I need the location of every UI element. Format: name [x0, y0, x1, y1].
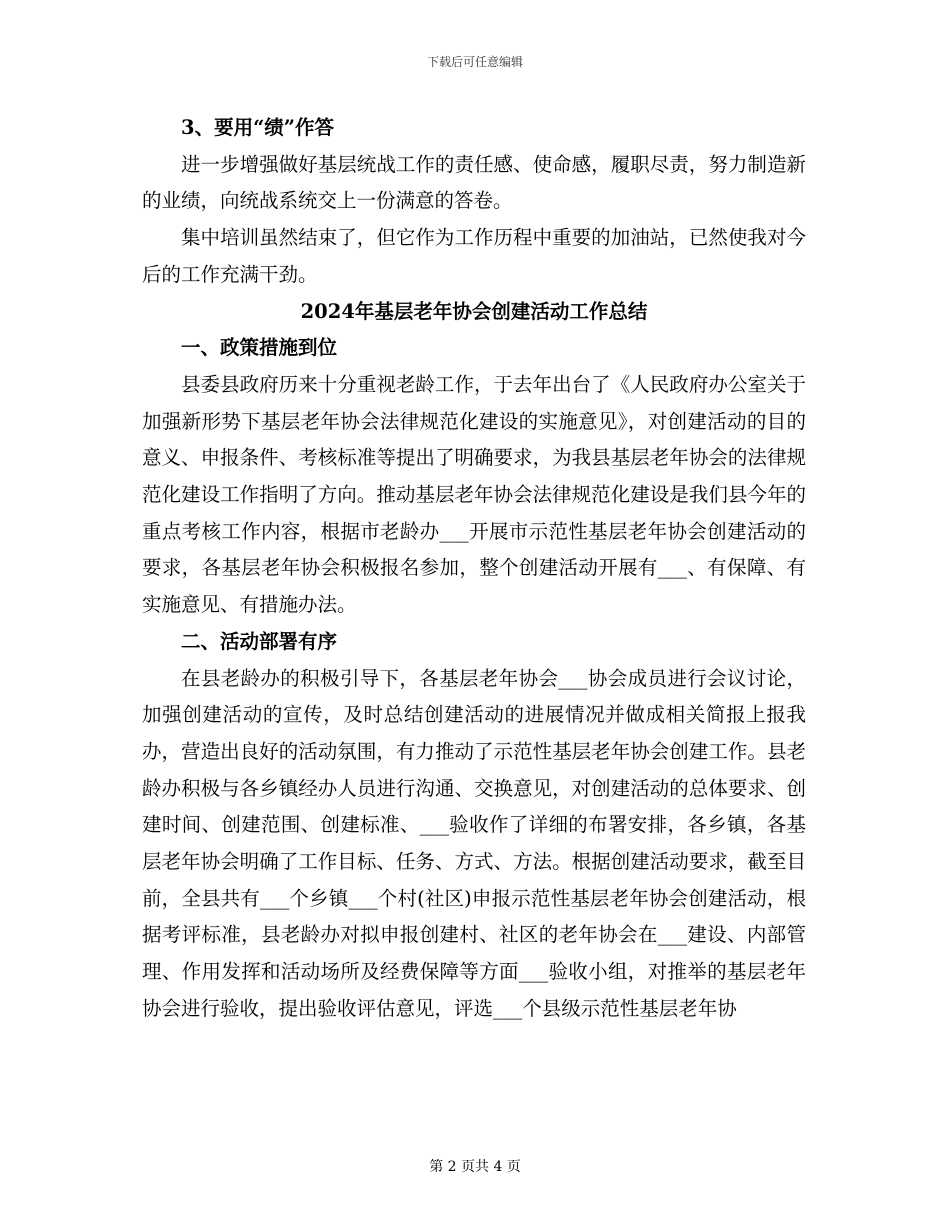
section-heading-3: 3、要用“绩”作答 — [181, 116, 335, 139]
document-title: 2024年基层老年协会创建活动工作总结 — [300, 299, 648, 323]
paragraph: 在县老龄办的积极引导下，各基层老年协会___协会成员进行会议讨论，加强创建活动的宣传，及时总结创建活动的进展情况并做成相关简报上报我办，营造出良好的活动氛围，有力推动了示范性基层老年协会创建工作。县老龄办积极与各乡镇经办人员进行沟通、交换意见，对创建活动的总体要求、创建时间、创建范围、创建标准、___验收作了详细的布署安排，各乡镇，各基层老年协会明确了工作目标、任务、方式、方法。根据创建活动要求，截至目前，全县共有___个乡镇___个村(社区)申报示范性基层老年协会创建活动，根据考评标准，县老龄办对拟申报创建村、社区的老年协会在___建设、内部管理、作用发挥和活动场所及经费保障等方面___验收小组，对推举的基层老年协会进行验收，提出验收评估意见，评选___个县级示范性基层老年协 — [142, 666, 806, 1020]
page-header: 下载后可任意编辑 — [426, 55, 523, 69]
section-heading-1: 一、政策措施到位 — [181, 336, 338, 360]
paragraph: 集中培训虽然结束了，但它作为工作历程中重要的加油站，已然使我对今后的工作充满干劲。 — [142, 226, 806, 286]
paragraph: 县委县政府历来十分重视老龄工作，于去年出台了《人民政府办公室关于加强新形势下基层老年协会法律规范化建设的实施意见》，对创建活动的目的意义、申报条件、考核标准等提出了明确要求，为我县基层老年协会的法律规范化建设工作指明了方向。推动基层老年协会法律规范化建设是我们县今年的重点考核工作内容，根据市老龄办___开展市示范性基层老年协会创建活动的要求，各基层老年协会积极报名参加，整个创建活动开展有___、有保障、有实施意见、有措施办法。 — [142, 372, 806, 617]
paragraph: 进一步增强做好基层统战工作的责任感、使命感，履职尽责，努力制造新的业绩，向统战系统交上一份满意的答卷。 — [142, 152, 806, 213]
section-heading-2: 二、活动部署有序 — [181, 629, 338, 653]
page-number: 第 2 页共 4 页 — [429, 1159, 521, 1175]
document-body — [142, 110, 806, 1028]
